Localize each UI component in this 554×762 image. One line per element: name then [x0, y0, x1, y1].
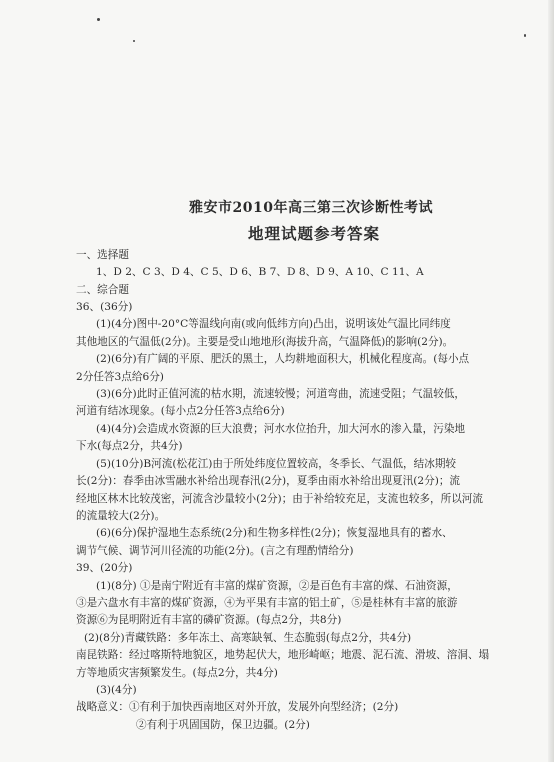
- answer-line: 南昆铁路：经过喀斯特地貌区，地势起伏大，地形崎岖；地震、泥石流、滑坡、溶洞、塌: [76, 649, 490, 662]
- scan-edge: [548, 0, 554, 762]
- scan-speck: [97, 18, 100, 21]
- answer-line: (2)(8分)青藏铁路：多年冻土、高寒缺氧、生态脆弱(每点2分，共4分): [84, 631, 412, 644]
- answer-line: (1)(8分) ①是南宁附近有丰富的煤矿资源，②是百色有丰富的煤、石油资源，: [96, 579, 458, 592]
- answer-line: (4)(4分)会造成水资源的巨大浪费；河水水位抬升，加大河水的渗入量，污染地: [96, 422, 466, 435]
- answer-line: (5)(10分)B河流(松花江)由于所处纬度位置较高，冬季长、气温低，结冰期较: [96, 457, 457, 470]
- answer-line: (3)(6分)此时正值河流的枯水期，流速较慢；河道弯曲，流速受阻；气温较低，: [96, 388, 466, 401]
- section-heading: 一、选择题: [76, 248, 129, 261]
- question-heading: 36、(36分): [76, 301, 133, 314]
- answer-line: 其他地区的气温低(2分)。主要是受山地地形(海拔升高，气温降低)的影响(2分)。: [76, 335, 454, 348]
- answer-line: ③是六盘水有丰富的煤矿资源，④为平果有丰富的铝土矿，⑤是桂林有丰富的旅游: [76, 596, 458, 609]
- answer-line: (6)(6分)保护湿地生态系统(2分)和生物多样性(2分)；恢复湿地具有的蓄水、: [96, 527, 453, 540]
- answer-line: 2分任答3点给6分): [76, 370, 164, 383]
- choice-answers: 1、D 2、C 3、D 4、C 5、D 6、B 7、D 8、D 9、A 10、C 11、A: [96, 266, 424, 279]
- answer-document: [76, 200, 516, 734]
- answer-line: 方等地质灾害频繁发生。(每点2分，共4分): [76, 666, 278, 679]
- answer-line: (2)(6分)有广阔的平原、肥沃的黑土，人均耕地面积大，机械化程度高。(每小点: [96, 353, 470, 366]
- answer-line: (3)(4分): [96, 683, 137, 696]
- section-heading: 二、综合题: [76, 283, 129, 296]
- answer-line: 资源⑥为昆明附近有丰富的磷矿资源。(每点2分，共8分): [76, 614, 342, 627]
- question-heading: 39、(20分): [76, 562, 133, 575]
- answer-line: 调节气候、调节河川径流的功能(2分)。(言之有理酌情给分): [76, 544, 354, 557]
- answer-line: (1)(4分)图中-20°C等温线向南(或向低纬方向)凸出，说明该处气温比同纬度: [96, 318, 451, 331]
- exam-title: 雅安市2010年高三第三次诊断性考试: [189, 200, 433, 216]
- answer-line: 长(2分)：春季由冰雪融水补给出现春汛(2分)，夏季由雨水补给出现夏汛(2分)；流: [76, 475, 461, 488]
- scan-speck: [133, 40, 135, 42]
- answer-line: 的流量较大(2分)。: [76, 509, 166, 522]
- answer-key-title: 地理试题参考答案: [247, 224, 380, 244]
- answer-line: 下水(每点2分，共4分): [76, 440, 183, 453]
- answer-line: ②有利于巩固国防，保卫边疆。(2分): [136, 718, 310, 731]
- answer-line: 经地区林木比较茂密，河流含沙量较小(2分)；由于补给较充足，支流也较多，所以河流: [76, 492, 483, 505]
- answer-line: 战略意义：①有利于加快西南地区对外开放，发展外向型经济；(2分): [76, 701, 399, 714]
- answer-line: 河道有结冰现象。(每小点2分任答3点给6分): [76, 405, 285, 418]
- scan-speck: [524, 34, 526, 37]
